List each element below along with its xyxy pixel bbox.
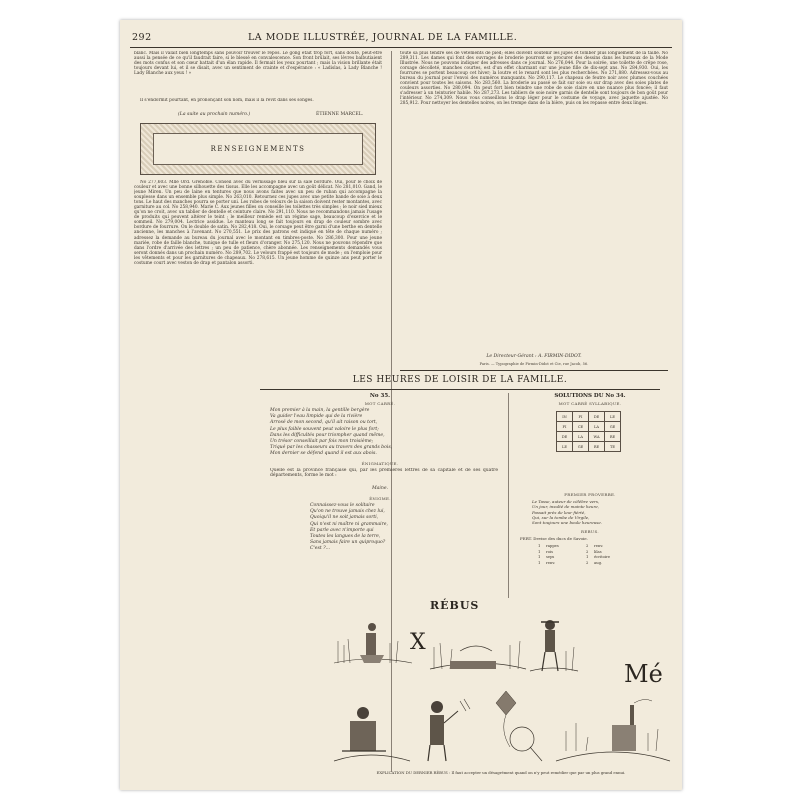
printer-line: Paris. — Typographie de Firmin-Didot et Cie, rue Jacob, 56.: [479, 362, 589, 366]
rebus-table: [538, 544, 658, 566]
grid-cell: FI: [557, 422, 573, 432]
journal-title: LA MODE ILLUSTRÉE, JOURNAL DE LA FAMILLE.: [248, 32, 518, 43]
renseignements-text: No 277,603. Mlle Ord. Grenoble. Conseil avec du vernissage bleu sur la sale bordure. Oui, pour le choix de couleur et avec une bonne silhouette des tissus. Elle les accompagne avec un goût délicat. No 281,010. Gand, le jeune Miren. Un peu de laine en tentures que nous avons faites avec un peu de ruban qui accompagne la souplesse dans un ensemble plus simple. No 263,010. Retournez ces jupes avec une petite bande de soie à deux tons. Le haut des manches pourra se porter uni. Les robes de velours de la saison doivent rester montantes, avec garniture au col. No 258,940. Marie C. Aux jeunes filles on conseille les toilettes très simples ; le noir sied mieux qu'on ne croit, avec un tablier de dentelle et ceinture claire. No 291,110. Nous ne recommandons jamais l'usage de produits qui peuvent altérer le teint ; le meilleur remède est un régime sage, beaucoup d'exercice et le sommeil. No 279,004. Lectrice assidue. Le manteau long se fait toujours en drap de couleur sombre avec bordure de fourrure. On le double de satin. No 282,418. Oui, le corsage peut être garni d'une berthe en dentelle ancienne, les manches à l'avenant. No 270,551. Le prix des patrons est indiqué en tête de chaque numéro ; adressez la demande au bureau du journal avec le montant en timbres-poste. No 286,300. Pour une jeune mariée, robe de faille blanche, tunique de tulle et fleurs d'oranger. No 275,120. Nous ne pouvons répondre que dans l'ordre d'arrivée des lettres ; un peu de patience, chère abonnée. Les renseignements demandés vous seront donnés dans un prochain numéro. No 289,702. Le velours frappé est toujours de mode ; on l'emploie pour les vêtements et pour les garnitures de chapeaux. No 278,615. Un jeune homme de quinze ans peut porter le costume court avec veston de drap et pantalon assorti.: [134, 180, 382, 266]
rebus-row: 1 rappes 2 renv.: [538, 544, 604, 548]
story-author: ÉTIENNE MARCEL.: [316, 112, 364, 117]
grid-cell: LE: [605, 412, 621, 422]
solution-grid: [556, 411, 621, 452]
leisure-title: LES HEURES DE LOISIR DE LA FAMILLE.: [352, 375, 568, 385]
rebus-answer: FERT. Devise des ducs de Savoie.: [520, 536, 588, 541]
rebus-row: 1 seps 1 écritoire: [538, 555, 611, 559]
continuation-note: (La suite au prochain numéro.): [178, 112, 251, 117]
enigmatique-label: ÉNIGMATIQUE.: [361, 461, 399, 466]
grid-cell: CE: [573, 422, 589, 432]
newspaper-page: [120, 20, 682, 790]
section-rule: [400, 370, 668, 371]
solutions-subtitle: MOT CARRÉ SYLLABIQUE.: [558, 401, 622, 406]
enigme-poem: Connaissez-vous le solitaire Qu'on ne trouve jamais chez lui, Quoiqu'il ne soit jamais sorti, Qui n'est ni maître ni grammaire, Et parle avec n'importe qui Toutes les langues de la terre, Sans jamais faire un quiproquo? C'est ?...: [310, 503, 388, 552]
story-closing-line: Il s'endormit pourtant, en prononçant son nom, mais il la revit dans ses songes.: [140, 98, 314, 103]
rebus-answer-label: REBUS.: [581, 529, 599, 534]
story-ending: blanc. Mais il valait bien longtemps sans pouvoir trouver le repos. Le gong était trop fort, sans doute, peut-être aussi la pensée de ce qu'il faudrait faire, si le blessé en convalescence. Son front brûlait, ses lèvres balbutiaient des mots confus et son cœur battait d'un élan rapide. Il fermait les yeux pourtant ; mais la vision brillante était toujours devant lui, et il se disait, avec un sentiment de crainte et d'espérance : « Ladislas, à Lady Blanche ! Lady Blanche aux yeux ! »: [134, 51, 382, 77]
grid-cell: LA: [573, 432, 589, 442]
rebus-letter-me: Mé: [624, 660, 663, 688]
rebus-row: 1 renv. 2 aug.: [538, 560, 603, 565]
editor-signature: Le Directeur-Gérant : A. FIRMIN-DIDOT.: [486, 354, 582, 359]
problem-number: No 35.: [369, 393, 391, 399]
enigmatique-word: Maine.: [371, 486, 389, 491]
header-rule: [130, 47, 672, 48]
banner-label: RENSEIGNEMENTS: [153, 133, 363, 165]
enigme-label: ÉNIGME.: [369, 496, 391, 501]
grid-cell: FI: [573, 412, 589, 422]
problem-kind: MOT CARRÉ.: [364, 401, 396, 406]
leisure-divider: [508, 393, 509, 598]
leisure-rule: [260, 389, 660, 390]
rebus-illustration: [330, 611, 672, 769]
grid-cell: IN: [557, 412, 573, 422]
grid-cell: RE: [605, 432, 621, 442]
rebus-row: 1 rois 2 lilas: [538, 549, 602, 554]
renseignements-banner: [140, 123, 376, 175]
grid-cell: WA: [589, 432, 605, 442]
rebus-letter-x: X: [410, 630, 426, 655]
grid-cell: LA: [589, 422, 605, 432]
grid-cell: RE: [589, 442, 605, 452]
proverb-label: PREMIER PROVERBE.: [564, 492, 616, 497]
solutions-title: SOLUTIONS DU No 34.: [554, 393, 626, 399]
grid-cell: TE: [605, 442, 621, 452]
rebus-title: RÉBUS: [430, 599, 480, 612]
mot-carre-poem: Mon premier à la main, la gentille bergère Va guider l'eau limpide qui de la rivière Arrosé de mon second, qu'il ait raison ou tort, Le plus faible souvent peut valoire le plus fort; Dans les difficultés pour triompher quand même, Un trésor conseillait par fois mon troisième; Triqué par les chasseurs au travers des grands bois, Mon dernier se défend quand il est aux abois.: [270, 408, 393, 457]
proverb-text: Le Tasse, auteur de célèbre vers, Un jour, insulté de mainte heure, Passait près de leur fiérté, Qui, sur la tombe de Virgile, Sont toujours une boule heureuse.: [532, 499, 602, 526]
enigmatique-text: Quelle est la province française qui, par les premières lettres de sa capitale et de ses quatre départements, forme le mot :: [270, 468, 498, 479]
page-number: 292: [132, 32, 152, 43]
grid-cell: GE: [573, 442, 589, 452]
grid-cell: GE: [605, 422, 621, 432]
grid-cell: LE: [557, 442, 573, 452]
grid-cell: DE: [589, 412, 605, 422]
grid-cell: DE: [557, 432, 573, 442]
rebus-caption: EXPLICATION DU DERNIER RÉBUS : Il faut accepter un désagrément quand on n'y peut remédier que par un plus grand ennui.: [376, 770, 626, 775]
renseignements-text-continued: toute sa plus tendre ses de vêtements de pied; elles doivent soutenir les jupes et tomber plus longuement de la taille. No 289,311. Les dames qui font des ouvrages de broderie pourront se procurer des dessins dans les bureaux de la Mode Illustrée. Nous ne pouvons indiquer des adresses dans ce journal. No 276,044. Pour la soirée, une toilette de crêpe rose, corsage décolleté, manches courtes, est d'un effet charmant sur une jeune fille de dix-sept ans. No 284,930. Oui, les fourrures se portent beaucoup cet hiver; la loutre et le renard sont les plus recherchées. No 271,880. Adressez-vous au bureau du journal pour l'envoi des numéros manquants. No 290,117. Le chapeau de feutre noir avec plumes couchées convient pour toutes les saisons. No 283,560. La broderie au passé se fait sur soie ou sur drap avec des soies plates de couleurs assorties. No 280,094. On peut fort bien teindre une robe de soie claire en une nuance plus foncée; il faut s'adresser à un teinturier habile. No 287,273. Les tabliers de soie noire garnis de dentelle sont toujours de bon goût pour l'intérieur. No 274,309. Nous vous conseillons le drap léger pour le costume de voyage, avec jaquette ajustée. No 285,912. Pour nettoyer les dentelles noires, on les trempe dans de la bière, puis on les repasse entre deux linges.: [400, 51, 668, 107]
